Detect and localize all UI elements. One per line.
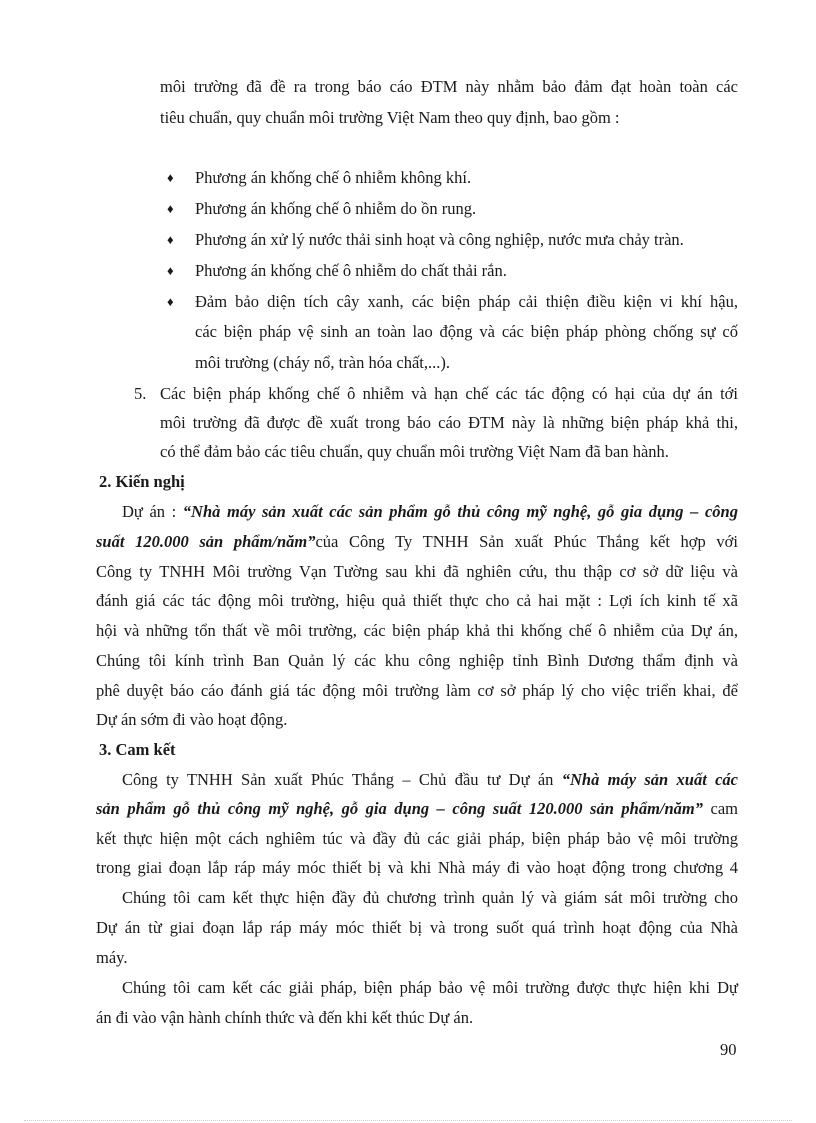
section-3-line-3: kết thực hiện một cách nghiêm túc và đầy đủ các giải pháp, biện pháp bảo vệ môi trường bbox=[96, 829, 738, 848]
section-3-p3-line-1: Chúng tôi cam kết các giải pháp, biện pháp bảo vệ môi trường được thực hiện khi Dự bbox=[122, 978, 738, 997]
section-3-heading: 3. Cam kết bbox=[99, 740, 176, 759]
bullet-item-3: Phương án xử lý nước thải sinh hoạt và công nghiệp, nước mưa chảy tràn. bbox=[195, 230, 684, 249]
section-2-prefix: Dự án : bbox=[122, 502, 183, 521]
section-2-line-2 bbox=[96, 532, 738, 552]
section-3-line-1 bbox=[122, 770, 738, 790]
section-3-p2-line-3: máy. bbox=[96, 948, 128, 967]
bullet-item-5: Đảm bảo diện tích cây xanh, các biện pháp cải thiện điều kiện vi khí hậu, bbox=[195, 292, 738, 311]
item-5-number: 5. bbox=[134, 384, 147, 403]
project-name-part-2: suất 120.000 sản phẩm/năm” bbox=[96, 532, 316, 551]
bullet-icon: ♦ bbox=[167, 170, 174, 185]
section-2-line-1 bbox=[122, 502, 738, 522]
item-5-line-1: Các biện pháp khống chế ô nhiễm và hạn chế các tác động có hại của dự án tới bbox=[160, 384, 738, 403]
bullet-item-5-cont-1: các biện pháp vệ sinh an toàn lao động và các biện pháp phòng chống sự cố bbox=[195, 322, 738, 341]
section-3-line-4: trong giai đoạn lắp ráp máy móc thiết bị và khi Nhà máy đi vào hoạt động trong chương 4 bbox=[96, 858, 738, 877]
footer-divider bbox=[24, 1120, 792, 1121]
section-2-line-8: Dự án sớm đi vào hoạt động. bbox=[96, 710, 288, 729]
section-3-line-2 bbox=[96, 799, 738, 819]
section-3-p2-line-2: Dự án từ giai đoạn lắp ráp máy móc thiết bị và trong suốt quá trình hoạt động của Nhà bbox=[96, 918, 738, 937]
project-name-part-1: “Nhà máy sản xuất các sản phẩm gỗ thủ công mỹ nghệ, gỗ gia dụng – công bbox=[182, 502, 738, 521]
section-2-line-3: Công ty TNHH Môi trường Vạn Tường sau khi đã nghiên cứu, thu thập cơ sở dữ liệu và bbox=[96, 562, 738, 581]
section-2-line-2-rest: của Công Ty TNHH Sản xuất Phúc Thắng kết hợp với bbox=[315, 532, 738, 551]
item-5-line-2: môi trường đã được đề xuất trong báo cáo ĐTM này là những biện pháp khả thi, bbox=[160, 413, 738, 432]
bullet-item-5-cont-2: môi trường (cháy nổ, tràn hóa chất,...). bbox=[195, 353, 451, 372]
bullet-item-4: Phương án khống chế ô nhiễm do chất thải rắn. bbox=[195, 261, 507, 280]
project-name-part-1: “Nhà máy sản xuất các bbox=[561, 770, 738, 789]
bullet-item-2: Phương án khống chế ô nhiễm do ồn rung. bbox=[195, 199, 477, 218]
intro-line-2: tiêu chuẩn, quy chuẩn môi trường Việt Nam theo quy định, bao gồm : bbox=[160, 108, 620, 127]
intro-line-1: môi trường đã đề ra trong báo cáo ĐTM này nhằm bảo đảm đạt hoàn toàn các bbox=[160, 77, 738, 96]
bullet-item-1: Phương án khống chế ô nhiễm không khí. bbox=[195, 168, 472, 187]
section-2-line-6: Chúng tôi kính trình Ban Quản lý các khu công nghiệp tỉnh Bình Dương thẩm định và bbox=[96, 651, 738, 670]
bullet-icon: ♦ bbox=[167, 201, 174, 216]
section-2-line-4: đánh giá các tác động môi trường, hiệu quả thiết thực cho cả hai mặt : Lợi ích kinh tế xã bbox=[96, 591, 738, 610]
section-3-line-2-rest: cam bbox=[703, 799, 739, 818]
section-2-line-5: hội và những tổn thất về môi trường, các biện pháp khả thi khống chế ô nhiễm của Dự án, bbox=[96, 621, 738, 640]
section-3-p3-line-2: án đi vào vận hành chính thức và đến khi kết thúc Dự án. bbox=[96, 1008, 474, 1027]
bullet-icon: ♦ bbox=[167, 294, 174, 309]
bullet-icon: ♦ bbox=[167, 232, 174, 247]
item-5-line-3: có thể đảm bảo các tiêu chuẩn, quy chuẩn môi trường Việt Nam đã ban hành. bbox=[160, 442, 669, 461]
section-2-heading: 2. Kiến nghị bbox=[99, 472, 185, 491]
page-number: 90 bbox=[720, 1040, 737, 1059]
bullet-icon: ♦ bbox=[167, 263, 174, 278]
section-3-p2-line-1: Chúng tôi cam kết thực hiện đầy đủ chương trình quản lý và giám sát môi trường cho bbox=[122, 888, 738, 907]
section-3-prefix: Công ty TNHH Sản xuất Phúc Thắng – Chủ đầu tư Dự án bbox=[122, 770, 562, 789]
section-2-line-7: phê duyệt báo cáo đánh giá tác động môi trường làm cơ sở pháp lý cho việc triển khai, để bbox=[96, 681, 738, 700]
project-name-part-2: sản phẩm gỗ thủ công mỹ nghệ, gỗ gia dụng – công suất 120.000 sản phẩm/năm” bbox=[96, 799, 703, 818]
